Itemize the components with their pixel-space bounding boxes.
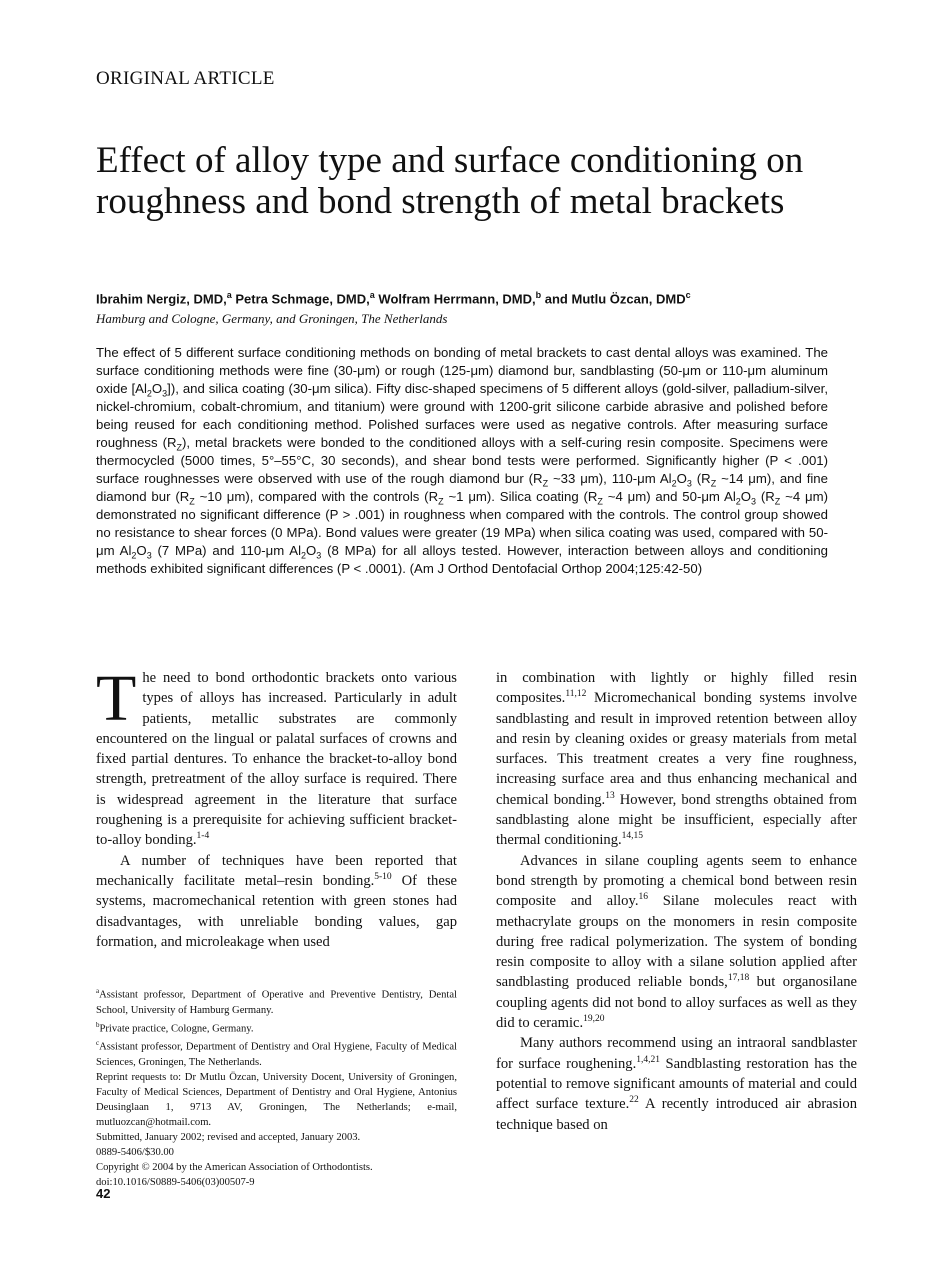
author-list — [96, 290, 876, 306]
citation: 14,15 — [621, 831, 644, 842]
citation: 17,18 — [727, 973, 750, 984]
section-label: ORIGINAL ARTICLE — [96, 68, 275, 89]
footnote-c: $^c$Assistant professor, Department of Dentistry and Oral Hygiene, Faculty of Medical Sciences, Groningen, The Netherlands. — [96, 1039, 457, 1068]
body-column-right — [496, 668, 857, 1135]
author-affil-mark: c — [685, 290, 691, 300]
footnote-a: $^a$Assistant professor, Department of Operative and Preventive Dentistry, Dental School, University of Hamburg Germany. — [96, 987, 457, 1016]
body-paragraph: Many authors recommend using an intraoral sandblaster for surface roughening.$^{1,4,21}$ Sandblasting restoration has the potential to remove significant amounts of material and could affect surface texture.$^{22}$ A recently introduced air abrasion technique based on — [496, 1035, 858, 1133]
author-name: Petra Schmage, DMD, — [235, 291, 370, 307]
abstract: The effect of 5 different surface conditioning methods on bonding of metal brackets to cast dental alloys was examined. The surface conditioning methods were fine (30-μm) or rough (125-μm) diamond bur, sandblasting (50-μm or 110-μm aluminum oxide $[Al_2O_3]$), and silica coating (30-μm silica). Fifty disc-shaped specimens of 5 different alloys (gold-silver, palladium-silver, nickel-chromium, cobalt-chromium, and titanium) were ground with 1200-grit silicone carbide abrasive and polished before being reused for each conditioning method. Polished surfaces were used as negative controls. After measuring surface roughness $(R_Z)$, metal brackets were bonded to the conditioned alloys with a self-curing resin composite. Specimens were thermocycled (5000 times, 5°–55°C, 30 seconds), and shear bond tests were performed. Significantly higher (P < .001) surface roughnesses were observed with use of the rough diamond bur ($R_Z$ ~33 μm), 110-μm $Al_2O_3$ ($R_Z$ ~14 μm), and fine diamond bur ($R_Z$ ~10 μm), compared with the controls ($R_Z$ ~1 μm). Silica coating ($R_Z$ ~4 μm) and 50-μm $Al_2O_3$ ($R_Z$ ~4 μm) demonstrated no significant difference (P > .001) in roughness when compared with the controls. The control group showed no resistance to shear forces (0 MPa). Bond values were greater (19 MPa) when silica coating was used, compared with 50-μm $Al_2O_3$ (7 MPa) and 110-μm $Al_2O_3$ (8 MPa) for all alloys tested. However, interaction between alloys and conditioning methods exhibited significant differences (P < .0001). (Am J Orthod Dentofacial Orthop 2004;125:42-50) — [96, 345, 828, 576]
citation: 22 — [629, 1095, 639, 1106]
footnotes — [96, 984, 457, 1190]
reprint-requests: Reprint requests to: Dr Mutlu Özcan, University Docent, University of Groningen, Faculty of Medical Sciences, Department of Dentistry and Oral Hygiene, Antonius Deusinglaan 1, 9713 AV, Groningen, The Netherlands; e-mail, mutluozcan@hotmail.com. — [96, 1071, 457, 1128]
page-number: 42 — [96, 1186, 111, 1201]
body-column-left — [96, 662, 457, 952]
citation: 5-10 — [374, 872, 392, 883]
author-affil-mark: a — [369, 290, 375, 300]
body-paragraph: Advances in silane coupling agents seem to enhance bond strength by promoting a chemical bond between resin composite and alloy.$^{16}$ Silane molecules react with methacrylate groups on the monomers in resin composite during free radical polymerization. The system of bonding resin composite to alloy with a silane solution applied after sandblasting produced reliable bonds,$^{17,18}$ but organosilane coupling agents did not bond to alloy surfaces as well as they did to ceramic.$^{19,20}$ — [496, 852, 858, 1032]
author-name: Wolfram Herrmann, DMD, — [378, 291, 536, 307]
article-title: Effect of alloy type and surface conditioning on roughness and bond strength of metal brackets — [96, 140, 804, 222]
body-paragraph: The need to bond orthodontic brackets onto various types of alloys has increased. Particularly in adult patients, metallic substrates are commonly encountered on the lingual or palatal surfaces of crowns and fixed partial dentures. To enhance the bracket-to-alloy bond strength, pretreatment of the alloy surface is required. There is widespread agreement in the literature that surface roughening is a prerequisite for achieving sufficient bracket-to-alloy bonding.$^{1-4}$ — [96, 662, 457, 849]
author-affil-mark: a — [226, 290, 232, 300]
citation: 19,20 — [583, 1014, 605, 1025]
author-separator: and — [541, 291, 572, 307]
copyright: Copyright © 2004 by the American Association of Orthodontists. — [96, 1161, 373, 1173]
doi: doi:10.1016/S0889-5406(03)00507-9 — [96, 1176, 255, 1188]
body-paragraph: A number of techniques have been reported that mechanically facilitate metal–resin bonding.$^{5-10}$ Of these systems, macromechanical retention with green stones had disadvantages, with unreliable bonding values, gap formation, and microleakage when used — [96, 852, 457, 950]
citation: 1-4 — [196, 831, 210, 842]
citation: 13 — [605, 790, 615, 801]
body-paragraph: in combination with lightly or highly filled resin composites.$^{11,12}$ Micromechanical bonding systems involve sandblasting and result in improved retention between alloy and resin by cleaning oxides or greasy materials from metal surfaces. This treatment creates a very fine roughness, increasing surface area and thus enhancing mechanical and chemical bonding.$^{13}$ However, bond strengths obtained from sandblasting alone might be insufficient, especially after thermal conditioning.$^{14,15}$ — [496, 670, 857, 849]
author-name: Mutlu Özcan, DMD — [571, 291, 686, 307]
author-affil-mark: b — [535, 290, 542, 300]
author-name: Ibrahim Nergiz, DMD, — [96, 291, 227, 307]
citation: 1,4,21 — [636, 1054, 660, 1065]
citation: 11,12 — [565, 689, 587, 700]
affiliation-line: Hamburg and Cologne, Germany, and Groningen, The Netherlands — [96, 311, 448, 326]
submission-dates: Submitted, January 2002; revised and accepted, January 2003. — [96, 1131, 361, 1143]
citation: 16 — [638, 892, 648, 903]
drop-cap: T — [96, 662, 137, 735]
footnote-b: $^b$Private practice, Cologne, Germany. — [96, 1020, 254, 1035]
issn-price: 0889-5406/$30.00 — [96, 1146, 174, 1158]
